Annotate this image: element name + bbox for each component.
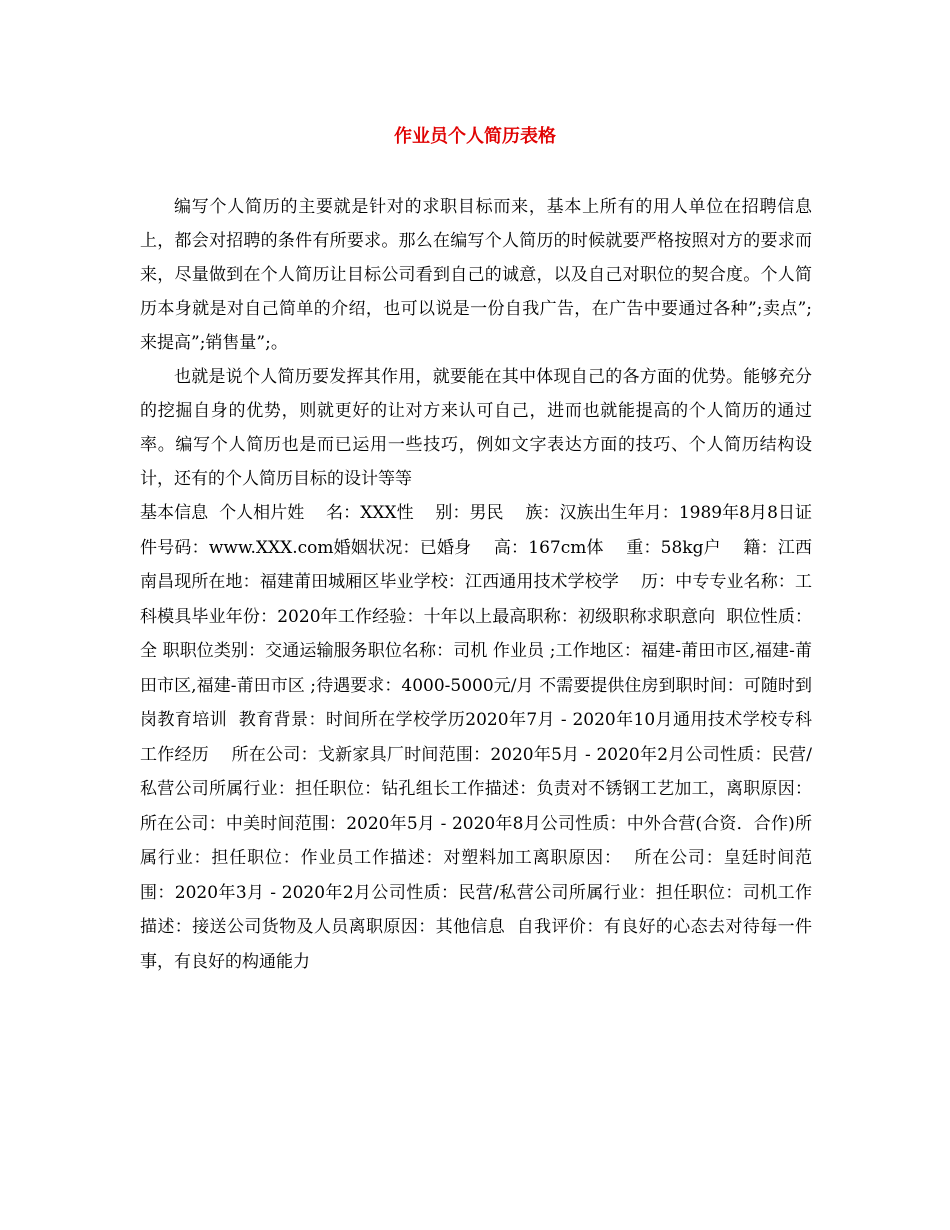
document-body — [140, 190, 823, 979]
document-title: 作业员个人简历表格 — [394, 126, 556, 147]
resume-details: 基本信息 个人相片姓 名：XXX性 别：男民 族：汉族出生年月：1989年8月8日证件号码：www.XXX.com婚姻状况：已婚身 高：167cm体 重：58kg户 籍：江西南昌现所在地：福建莆田城厢区毕业学校：江西通用技术学校学 历：中专专业名称：工科模具毕业年份：2020年工作经验：十年以上最高职称：初级职称求职意向 职位性质：全 职职位类别：交通运输服务职位名称：司机 作业员 ;工作地区：福建-莆田市区,福建-莆田市区,福建-莆田市区 ;待遇要求：4000-5000元/月 不需要提供住房到职时间：可随时到岗教育培训 教育背景：时间所在学校学历2020年7月 - 2020年10月通用技术学校专科工作经历 所在公司：戈新家具厂时间范围：2020年5月 - 2020年2月公司性质：民营/私营公司所属行业：担任职位：钻孔组长工作描述：负责对不锈钢工艺加工，离职原因： 所在公司：中美时间范围：2020年5月 - 2020年8月公司性质：中外合营(合资．合作)所属行业：担任职位：作业员工作描述：对塑料加工离职原因： 所在公司：皇廷时间范围：2020年3月 - 2020年2月公司性质：民营/私营公司所属行业：担任职位：司机工作描述：接送公司货物及人员离职原因：其他信息 自我评价：有良好的心态去对待每一件事，有良好的构通能力 — [140, 503, 823, 972]
intro-paragraph-1: 编写个人简历的主要就是针对的求职目标而来，基本上所有的用人单位在招聘信息上，都会对招聘的条件有所要求。那么在编写个人简历的时候就要严格按照对方的要求而来，尽量做到在个人简历让目标公司看到自己的诚意，以及自己对职位的契合度。个人简历本身就是对自己简单的介绍，也可以说是一份自我广告，在广告中要通过各种”;卖点”;来提高”;销售量”;。 — [140, 197, 812, 353]
intro-paragraph-2: 也就是说个人简历要发挥其作用，就要能在其中体现自己的各方面的优势。能够充分的挖掘自身的优势，则就更好的让对方来认可自己，进而也就能提高的个人简历的通过率。编写个人简历也是而已运用一些技巧，例如文字表达方面的技巧、个人简历结构设计，还有的个人简历目标的设计等等 — [140, 367, 812, 489]
